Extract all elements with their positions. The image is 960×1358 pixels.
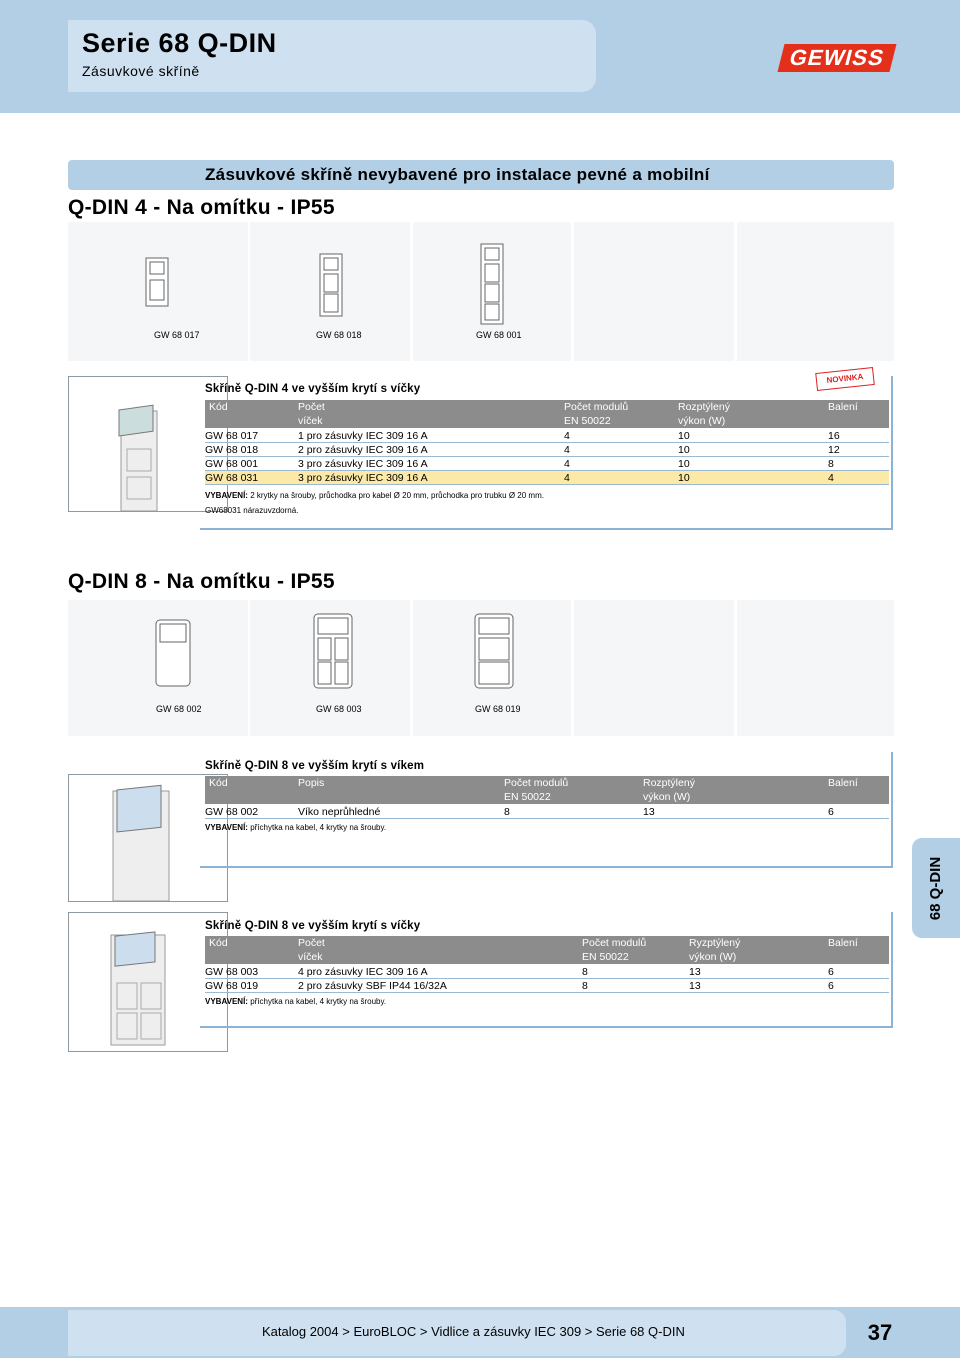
- section2-title: Q-DIN 8 - Na omítku - IP55: [68, 570, 335, 593]
- tile-caption: GW 68 001: [476, 330, 522, 340]
- cell-pack: 12: [828, 444, 840, 456]
- th-count: Počet: [298, 937, 325, 949]
- tile-caption: GW 68 018: [316, 330, 362, 340]
- th-power-2: výkon (W): [689, 951, 737, 963]
- th-power: Ryzptýlený: [689, 937, 741, 949]
- note-label: VYBAVENÍ:: [205, 997, 248, 1006]
- th-pack: Balení: [828, 777, 858, 789]
- cell-pack: 16: [828, 430, 840, 442]
- gewiss-logo: GEWISS: [778, 44, 897, 72]
- cell-power: 10: [678, 458, 690, 470]
- table-row-highlighted: [205, 471, 889, 485]
- cell-desc: 1 pro zásuvky IEC 309 16 A: [298, 430, 428, 442]
- tile-caption: GW 68 017: [154, 330, 200, 340]
- tile-caption: GW 68 002: [156, 704, 202, 714]
- cell-pack: 6: [828, 806, 834, 818]
- cell-modules: 8: [582, 980, 588, 992]
- th-modules: Počet modulů: [564, 401, 629, 413]
- note-label: VYBAVENÍ:: [205, 491, 248, 500]
- product-tile: [737, 600, 894, 736]
- th-power: Rozptýlený: [678, 401, 730, 413]
- th-code: Kód: [209, 937, 228, 949]
- cell-desc: 3 pro zásuvky IEC 309 16 A: [298, 472, 428, 484]
- equipment-note: [205, 995, 386, 1009]
- product-tile: [250, 600, 410, 736]
- enclosure-image: [413, 222, 571, 361]
- cell-modules: 4: [564, 472, 570, 484]
- cell-code: GW 68 019: [205, 980, 259, 992]
- new-badge: NOVINKA: [815, 367, 875, 391]
- product-tile: [68, 222, 248, 361]
- cell-desc: 2 pro zásuvky IEC 309 16 A: [298, 444, 428, 456]
- cell-pack: 6: [828, 980, 834, 992]
- series-subtitle: Zásuvkové skříně: [82, 63, 200, 79]
- cell-modules: 8: [582, 966, 588, 978]
- cell-modules: 8: [504, 806, 510, 818]
- th-pack: Balení: [828, 401, 858, 413]
- cell-desc: 2 pro zásuvky SBF IP44 16/32A: [298, 980, 447, 992]
- cell-power: 13: [689, 966, 701, 978]
- side-tab-label-wrap: [912, 838, 960, 938]
- enclosure-image: [68, 600, 248, 736]
- table-row: [205, 805, 889, 819]
- th-modules-2: EN 50022: [504, 791, 551, 803]
- th-power-2: výkon (W): [643, 791, 691, 803]
- cell-desc: Víko neprůhledné: [298, 806, 381, 818]
- note-label: VYBAVENÍ:: [205, 823, 248, 832]
- product-tile: [574, 600, 734, 736]
- table-row: [205, 965, 889, 979]
- th-code: Kód: [209, 777, 228, 789]
- th-count-2: víček: [298, 415, 323, 427]
- cell-power: 10: [678, 472, 690, 484]
- enclosure-image: [250, 222, 410, 361]
- equipment-note: [205, 489, 544, 503]
- enclosure-image: [413, 600, 571, 736]
- table-title: Skříně Q-DIN 8 ve vyšším krytí s víčky: [205, 920, 421, 932]
- enclosure-image: [250, 600, 410, 736]
- table-header: [205, 400, 889, 428]
- note-text: příchytka na kabel, 4 krytky na šrouby.: [247, 823, 387, 832]
- th-modules-2: EN 50022: [564, 415, 611, 427]
- series-title: Serie 68 Q-DIN: [82, 28, 277, 58]
- table-row: [205, 443, 889, 457]
- section-heading: Zásuvkové skříně nevybavené pro instalace pevné a mobilní: [205, 165, 710, 184]
- cell-code: GW 68 001: [205, 458, 259, 470]
- equipment-note: [205, 821, 386, 835]
- table-header: [205, 776, 889, 804]
- cell-code: GW 68 003: [205, 966, 259, 978]
- th-power-2: výkon (W): [678, 415, 726, 427]
- cell-modules: 4: [564, 458, 570, 470]
- note-text: příchytka na kabel, 4 krytky na šrouby.: [247, 997, 387, 1006]
- th-desc: Popis: [298, 777, 325, 789]
- cell-code: GW 68 017: [205, 430, 259, 442]
- th-count: Počet: [298, 401, 325, 413]
- table-row: [205, 457, 889, 471]
- th-modules: Počet modulů: [582, 937, 647, 949]
- cell-code: GW 68 031: [205, 472, 259, 484]
- cell-desc: 4 pro zásuvky IEC 309 16 A: [298, 966, 428, 978]
- footer-breadcrumb: Katalog 2004 > EuroBLOC > Vidlice a zásuvky IEC 309 > Serie 68 Q-DIN: [262, 1324, 685, 1339]
- tile-caption: GW 68 019: [475, 704, 521, 714]
- table-title: Skříně Q-DIN 4 ve vyšším krytí s víčky: [205, 383, 421, 395]
- enclosure-image: [68, 222, 248, 361]
- table-header: [205, 936, 889, 964]
- cell-pack: 6: [828, 966, 834, 978]
- product-tile: [250, 222, 410, 361]
- product-tile: [737, 222, 894, 361]
- cell-code: GW 68 002: [205, 806, 259, 818]
- cell-pack: 8: [828, 458, 834, 470]
- product-tile: [574, 222, 734, 361]
- cell-modules: 4: [564, 444, 570, 456]
- product-tile: [68, 600, 248, 736]
- th-count-2: víček: [298, 951, 323, 963]
- th-code: Kód: [209, 401, 228, 413]
- th-pack: Balení: [828, 937, 858, 949]
- tile-caption: GW 68 003: [316, 704, 362, 714]
- side-tab-label: 68 Q-DIN: [927, 856, 945, 920]
- cell-power: 10: [678, 430, 690, 442]
- cell-power: 13: [643, 806, 655, 818]
- th-power: Rozptýlený: [643, 777, 695, 789]
- cell-pack: 4: [828, 472, 834, 484]
- table-row: [205, 979, 889, 993]
- cell-modules: 4: [564, 430, 570, 442]
- product-tile: [413, 222, 571, 361]
- th-modules-2: EN 50022: [582, 951, 629, 963]
- table-title: Skříně Q-DIN 8 ve vyšším krytí s víkem: [205, 760, 425, 772]
- page-number: 37: [867, 1320, 893, 1345]
- section1-title: Q-DIN 4 - Na omítku - IP55: [68, 196, 335, 219]
- th-modules: Počet modulů: [504, 777, 569, 789]
- cell-desc: 3 pro zásuvky IEC 309 16 A: [298, 458, 428, 470]
- equipment-note-2: GW68031 nárazuvzdorná.: [205, 506, 299, 515]
- cell-power: 10: [678, 444, 690, 456]
- table-row: [205, 429, 889, 443]
- cell-code: GW 68 018: [205, 444, 259, 456]
- cell-power: 13: [689, 980, 701, 992]
- product-tile: [413, 600, 571, 736]
- note-text: 2 krytky na šrouby, průchodka pro kabel Ø 20 mm, průchodka pro trubku Ø 20 mm.: [247, 491, 544, 500]
